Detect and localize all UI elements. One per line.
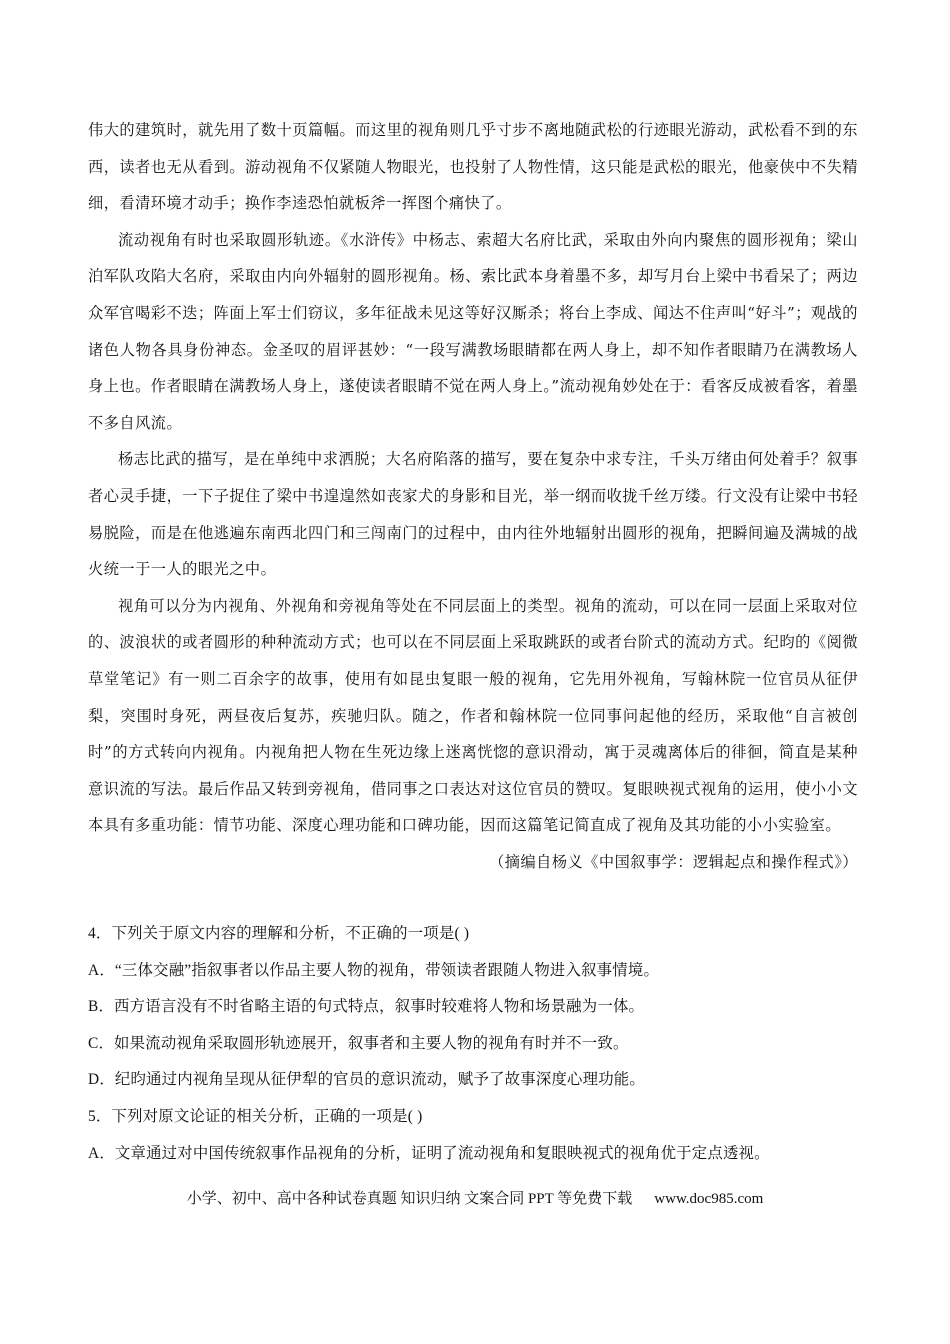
article-paragraph: 视角可以分为内视角、外视角和旁视角等处在不同层面上的类型。视角的流动，可以在同一层面上采取对位的、波浪状的或者圆形的种种流动方式；也可以在不同层面上采取跳跃的或者台阶式的流动方式。纪昀的《阅微草堂笔记》有一则二百余字的故事，使用有如昆虫复眼一般的视角，它先用外视角，写翰林院一位官员从征伊梨，突围时身死，两昼夜后复苏，疾驰归队。随之，作者和翰林院一位同事问起他的经历，采取他“自言被创时”的方式转向内视角。内视角把人物在生死边缘上迷离恍惚的意识滑动，寓于灵魂离体后的徘徊，简直是某种意识流的写法。最后作品又转到旁视角，借同事之口表达对这位官员的赞叹。复眼映视式视角的运用，使小小文本具有多重功能：情节功能、深度心理功能和口碑功能，因而这篇笔记简直成了视角及其功能的小小实验室。 (88, 596, 858, 835)
answer-option: D．纪昀通过内视角呈现从征伊犁的官员的意识流动，赋予了故事深度心理功能。 (88, 1071, 645, 1089)
footer-text: 小学、初中、高中各种试卷真题 知识归纳 文案合同 PPT 等免费下载 (186, 1191, 633, 1207)
page-footer (0, 1187, 950, 1211)
article-body (88, 112, 858, 880)
article-paragraph: 杨志比武的描写，是在单纯中求洒脱；大名府陷落的描写，要在复杂中求专注，千头万绪由何处着手？叙事者心灵手捷，一下子捉住了梁中书遑遑然如丧家犬的身影和目光，举一纲而收拢千丝万缕。行文没有让梁中书轻易脱险，而是在他逃遍东南西北四门和三闯南门的过程中，由内往外地辐射出圆形的视角，把瞬间遍及满城的战火统一于一人的眼光之中。 (88, 450, 858, 579)
answer-option: A．“三体交融”指叙事者以作品主要人物的视角，带领读者跟随人物进入叙事情境。 (88, 961, 660, 979)
question-section (88, 916, 863, 1172)
article-source: （摘编自杨义《中国叙事学：逻辑起点和操作程式》） (489, 852, 858, 871)
question-stem: 4．下列关于原文内容的理解和分析，不正确的一项是( ) (88, 925, 470, 942)
article-paragraph: 流动视角有时也采取圆形轨迹。《水浒传》中杨志、索超大名府比武，采取由外向内聚焦的圆形视角；梁山泊军队攻陷大名府，采取由内向外辐射的圆形视角。杨、索比武本身着墨不多，却写月台上梁中书看呆了；两边众军官喝彩不迭；阵面上军士们窃议，多年征战未见这等好汉厮杀；将台上李成、闻达不住声叫“好斗”；观战的诸色人物各具身份神态。金圣叹的眉评甚妙：“一段写满教场眼睛都在两人身上，却不知作者眼睛乃在满教场人身上也。作者眼睛在满教场人身上，遂使读者眼睛不觉在两人身上。”流动视角妙处在于：看客反成被看客，着墨不多自风流。 (88, 230, 858, 432)
answer-option: A．文章通过对中国传统叙事作品视角的分析，证明了流动视角和复眼映视式的视角优于定点透视。 (88, 1144, 770, 1162)
footer-website-link[interactable]: www.doc985.com (654, 1191, 764, 1207)
answer-option: C．如果流动视角采取圆形轨迹展开，叙事者和主要人物的视角有时并不一致。 (88, 1034, 629, 1052)
answer-option: B．西方语言没有不时省略主语的句式特点，叙事时较难将人物和场景融为一体。 (88, 998, 645, 1016)
question-stem: 5．下列对原文论证的相关分析，正确的一项是( ) (88, 1107, 423, 1125)
article-paragraph: 伟大的建筑时，就先用了数十页篇幅。而这里的视角则几乎寸步不离地随武松的行迹眼光游动，武松看不到的东西，读者也无从看到。游动视角不仅紧随人物眼光，也投射了人物性情，这只能是武松的眼光，他豪侠中不失精细，看清环境才动手；换作李逵恐怕就板斧一挥图个痛快了。 (88, 121, 858, 213)
